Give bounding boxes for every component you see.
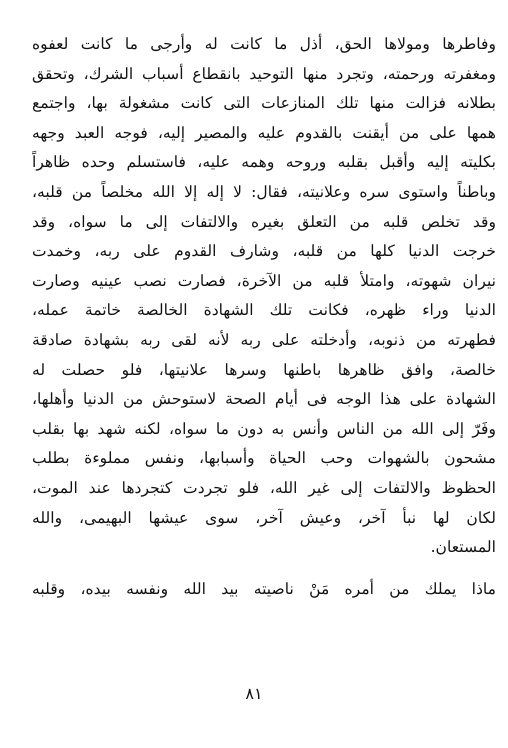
text-line: الحظوظ والالتفات إلى غير الله، فلو تجردت كتجردها عند الموت، [32,478,496,497]
text-line: وباطناً واستوى سره وعلانيته، فقال: لا إله إلا الله مخلصاً من قلبه، [32,182,496,201]
text-line: همها على من أيقنت بالقدوم عليه والمصير إليه، فوجه العبد وجهه [32,123,496,142]
text-line: وفاطرها ومولاها الحق، أذل ما كانت له وأرجى ما كانت لعفوه [32,35,496,53]
text-line: نيران شهوته، وامتلأ قلبه من الآخرة، فصارت نصب عينيه وصارت [32,271,496,290]
text-line: بطلانه فزالت منها تلك المنازعات التى كانت مشغولة بها، واجتمع [32,94,496,113]
text-line: مشحون بالشهوات وحب الحياة وأسبابها، ونفس مملوءة بطلب [32,449,496,468]
text-line: لكان لها نبأ آخر، وعيش آخر، سوى عيشها البهيمى، والله [32,508,496,527]
text-line: فطهرته من ذنوبه، وأدخلته على ربه لأنه لقى ربه بشهادة صادقة [32,330,496,349]
page-number: ٨١ [245,684,263,703]
paragraph [32,30,496,563]
paragraph-gap [32,563,496,575]
text-line: الدنيا وراء ظهره، فكانت تلك الشهادة الخالصة خاتمة عمله، [32,301,496,320]
text-line: المستعان. [430,538,496,557]
text-line: الشهادة على هذا الوجه فى أيام الصحة لاستوحش من الدنيا وأهلها، [32,390,496,409]
text-line: بكليته إليه وأقبل بقلبه وروحه وهمه عليه، فاستسلم وحده ظاهراً [32,153,496,172]
text-line: ماذا يملك من أمره مَنْ ناصيته بيد الله ونفسه بيده، وقلبه [32,579,496,598]
text-line: خالصة، وافق ظاهرها باطنها وسرها علانيتها، فلو حصلت له [32,360,496,379]
text-line: خرجت الدنيا كلها من قلبه، وشارف القدوم على ربه، وخمدت [32,242,496,261]
text-line: وقد تخلص قلبه من التعلق بغيره والالتفات إلى ما سواه، وقد [32,212,496,231]
body-text [32,30,496,604]
paragraph [32,575,496,605]
text-line: ومغفرته ورحمته، وتجرد منها التوحيد بانقطاع أسباب الشرك، وتحقق [32,64,496,83]
text-line: وفَرّ إلى الله من الناس وأنس به دون ما سواه، لكنه شهد بها بقلب [32,419,496,438]
